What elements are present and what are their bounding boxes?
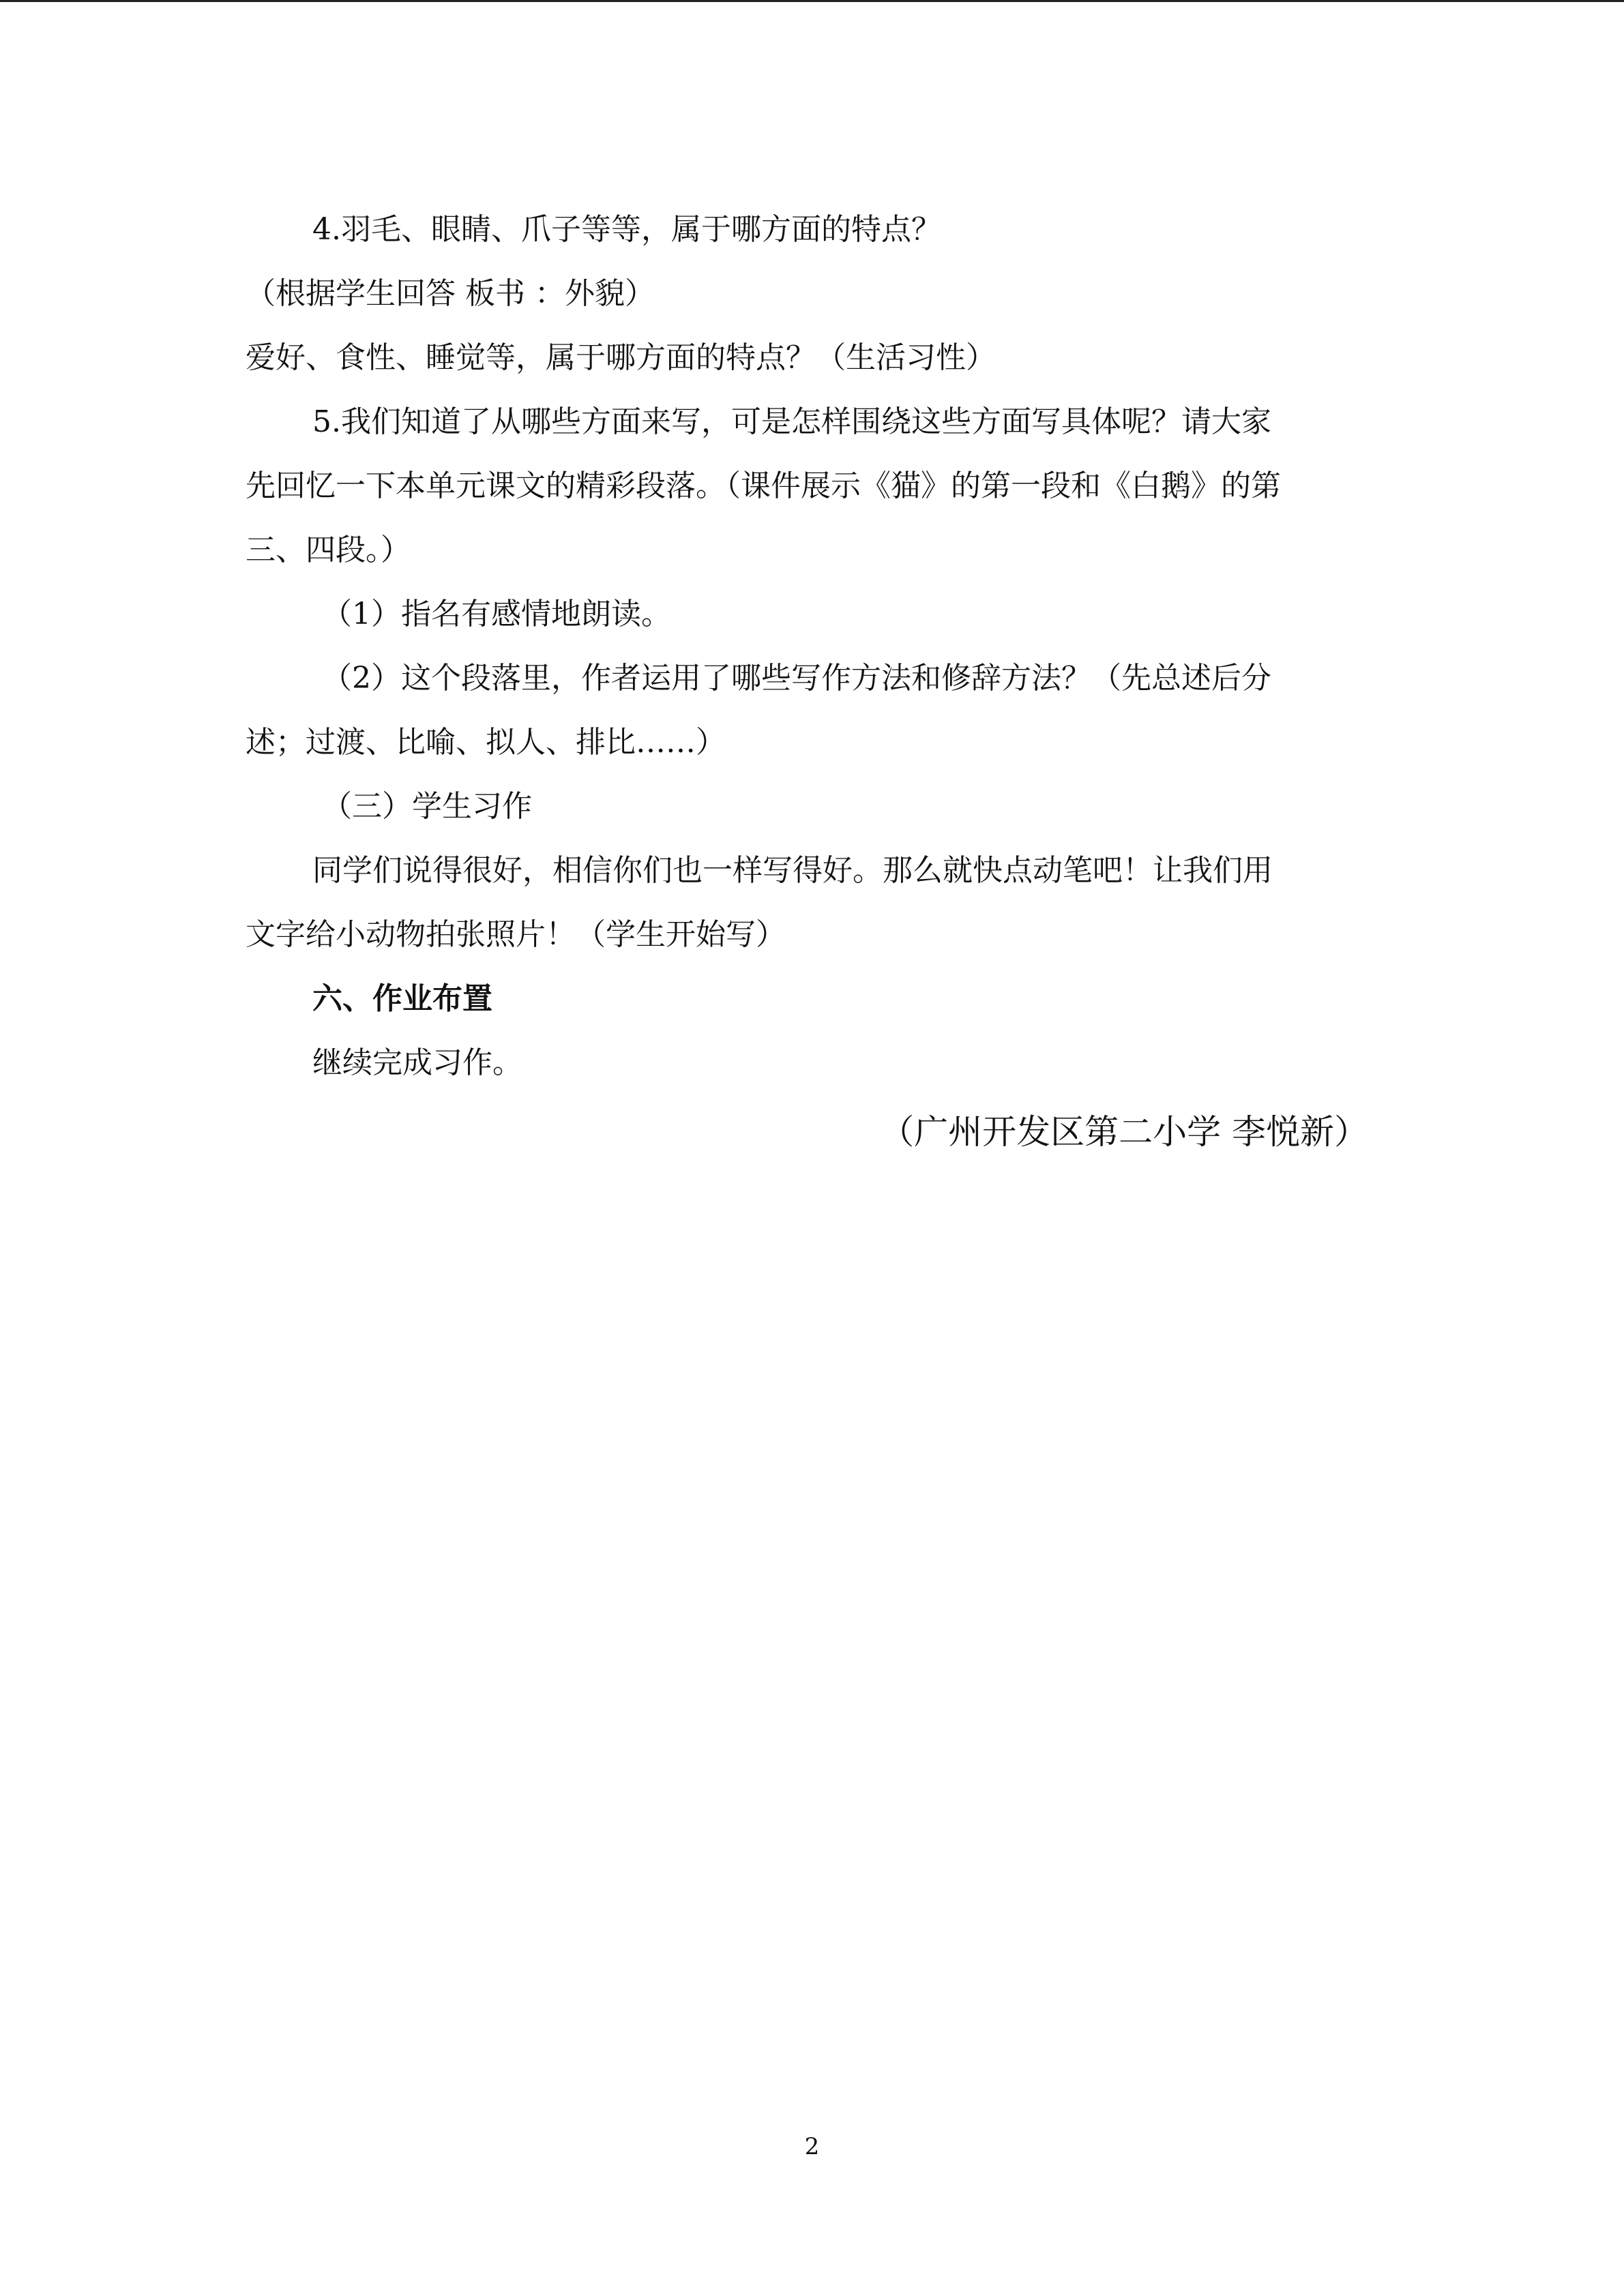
question-5-cont-1: 先回忆一下本单元课文的精彩段落。（课件展示《猫》的第一段和《白鹅》的第 <box>246 468 1281 503</box>
page-number: 2 <box>804 2133 820 2160</box>
question-5-cont-2: 三、四段。） <box>246 533 411 567</box>
step-2-cont: 述；过渡、比喻、拟人、排比……） <box>246 725 726 760</box>
document-body <box>246 198 1364 1095</box>
homework-text: 继续完成习作。 <box>312 1045 522 1080</box>
question-4: 4.羽毛、眼睛、爪子等等，属于哪方面的特点？ <box>312 212 941 247</box>
homework-heading: 六、作业布置 <box>312 981 492 1016</box>
step-1: （1）指名有感情地朗读。 <box>322 597 671 631</box>
section-student-writing: （三）学生习作 <box>322 789 532 824</box>
habits-question: 爱好、食性、睡觉等，属于哪方面的特点？（生活习性） <box>246 340 996 375</box>
board-note: （根据学生回答 板书 ：外貌） <box>246 276 655 311</box>
author-signature: （广州开发区第二小学 李悦新） <box>880 1112 1368 1152</box>
question-5: 5.我们知道了从哪些方面来写，可是怎样围绕这些方面写具体呢？请大家 <box>312 404 1271 439</box>
page-top-border <box>0 0 1624 2</box>
encouragement: 同学们说得很好，相信你们也一样写得好。那么就快点动笔吧！让我们用 <box>312 853 1273 888</box>
encouragement-cont: 文字给小动物拍张照片！（学生开始写） <box>246 917 786 952</box>
step-2: （2）这个段落里，作者运用了哪些写作方法和修辞方法？（先总述后分 <box>322 661 1271 696</box>
